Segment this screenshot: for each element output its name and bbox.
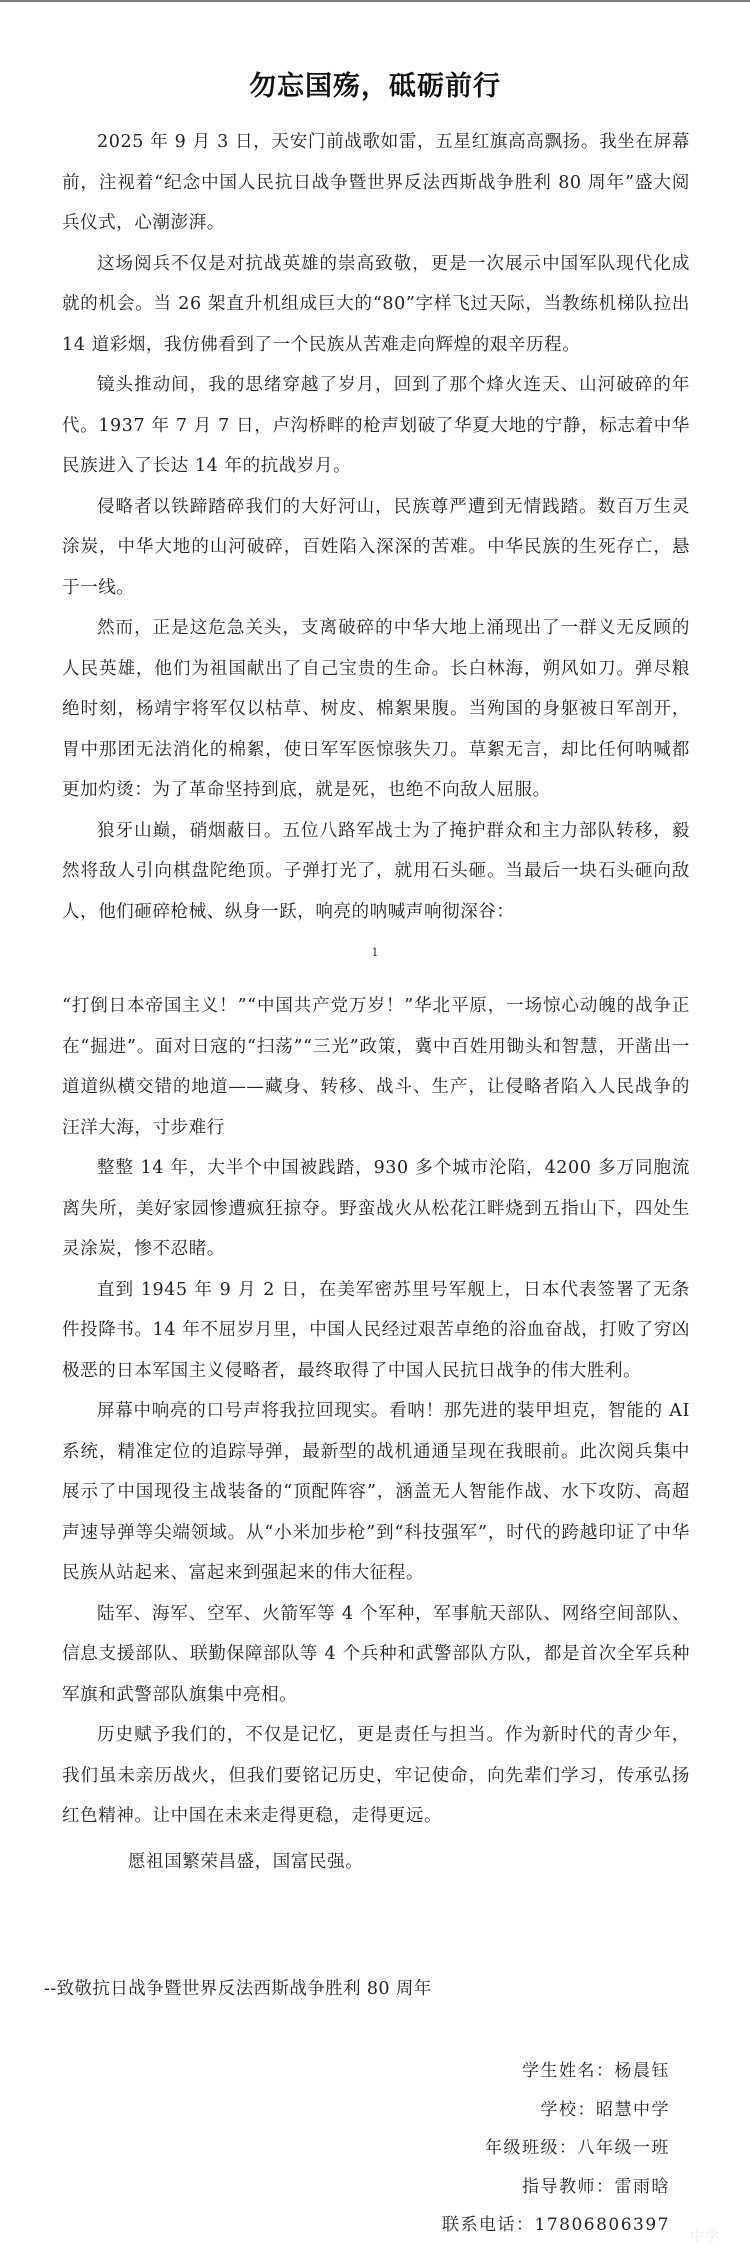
paragraph: 2025 年 9 月 3 日，天安门前战歌如雷，五星红旗高高飘扬。我坐在屏幕前，注视着“纪念中国人民抗日战争暨世界反法西斯战争胜利 80 周年”盛大阅兵仪式，心潮澎湃。 [62,132,690,233]
paragraph-continued: “打倒日本帝国主义！”“中国共产党万岁！”华北平原，一场惊心动魄的战争正在“掘进”。面对日寇的“扫荡”“三光”政策，冀中百姓用锄头和智慧，开凿出一道道纵横交错的地道——藏身、转移、战斗、生产，让侵略者陷入人民战争的汪洋大海，寸步难行 [62,996,690,1138]
paragraph: 这场阅兵不仅是对抗战英雄的崇高致敬，更是一次展示中国军队现代化成就的机会。当 26 架直升机组成巨大的“80”字样飞过天际，当教练机梯队拉出 14 道彩烟，我仿佛看到了一个民族从苦难走向辉煌的艰辛历程。 [62,253,690,355]
page-number: 1 [371,946,379,959]
closing-wish: 愿祖国繁荣昌盛，国富民强。 [128,1852,364,1872]
paragraph: 陆军、海军、空军、火箭军等 4 个军种，军事航天部队、网络空间部队、信息支援部队、联勤保障部队等 4 个兵种和武警部队方队，都是首次全军兵种军旗和武警部队旗集中亮相。 [62,1603,690,1705]
paragraph: 狼牙山巅，硝烟蔽日。五位八路军战士为了掩护群众和主力部队转移，毅然将敌人引向棋盘陀绝顶。子弹打光了，就用石头砸。当最后一块石头砸向敌人，他们砸碎枪械、纵身一跃，响亮的呐喊声响彻深谷： [62,820,690,922]
student-name: 学生姓名：杨晨钰 [522,2061,670,2081]
paragraph: 镜头推动间，我的思绪穿越了岁月，回到了那个烽火连天、山河破碎的年代。1937 年 7 月 7 日，卢沟桥畔的枪声划破了华夏大地的宁静，标志着中华民族进入了长达 14 年的抗战岁月。 [62,375,690,476]
essay-title: 勿忘国殇，砥砺前行 [249,71,501,103]
contact-phone: 联系电话：17806806397 [442,2215,670,2235]
paragraph: 屏幕中响亮的口号声将我拉回现实。看呐！那先进的装甲坦克，智能的 AI 系统，精准定位的追踪导弹，最新型的战机通通呈现在我眼前。此次阅兵集中展示了中国现役主战装备的“顶配阵容”，涵盖无人智能作战、水下攻防、高超声速导弹等尖端领域。从“小米加步枪”到“科技强军”，时代的跨越印证了中华民族从站起来、富起来到强起来的伟大征程。 [62,1401,690,1583]
page-2-body [62,986,690,1837]
teacher-name: 指导教师：雷雨晗 [522,2176,670,2197]
paragraph: 整整 14 年，大半个中国被践踏，930 多个城市沦陷，4200 多万同胞流离失所，美好家园惨遭疯狂掠夺。野蛮战火从松花江畔烧到五指山下，四处生灵涂炭，惨不忍睹。 [62,1158,690,1259]
paragraph: 然而，正是这危急关头，支离破碎的中华大地上涌现出了一群义无反顾的人民英雄，他们为祖国献出了自己宝贵的生命。长白林海，朔风如刀。弹尽粮绝时刻，杨靖宇将军仅以枯草、树皮、棉絮果腹。当殉国的身躯被日军剖开，胃中那团无法消化的棉絮，使日军军医惊骇失刀。草絮无言，却比任何呐喊都更加灼烫：为了革命坚持到底，就是死，也绝不向敌人屈服。 [62,618,690,800]
page-1-body [62,122,690,932]
watermark: 中学 [690,2229,720,2245]
school-name: 学校：昭慧中学 [540,2099,670,2120]
signature-block [442,2052,670,2245]
paragraph: 直到 1945 年 9 月 2 日，在美军密苏里号军舰上，日本代表签署了无条件投降书。14 年不屈岁月里，中国人民经过艰苦卓绝的浴血奋战，打败了穷凶极恶的日本军国主义侵略者，最终取得了中国人民抗日战争的伟大胜利。 [62,1279,690,1381]
paragraph: 历史赋予我们的，不仅是记忆，更是责任与担当。作为新时代的青少年，我们虽未亲历战火，但我们要铭记历史，牢记使命，向先辈们学习，传承弘扬红色精神。让中国在未来走得更稳，走得更远。 [62,1725,690,1826]
grade-class: 年级班级：八年级一班 [485,2138,670,2158]
paragraph: 侵略者以铁蹄踏碎我们的大好河山，民族尊严遭到无情践踏。数百万生灵涂炭，中华大地的山河破碎，百姓陷入深深的苦难。中华民族的生死存亡，悬于一线。 [62,496,690,598]
dedication-line: --致敬抗日战争暨世界反法西斯战争胜利 80 周年 [44,1979,432,1999]
top-border [0,0,750,2]
